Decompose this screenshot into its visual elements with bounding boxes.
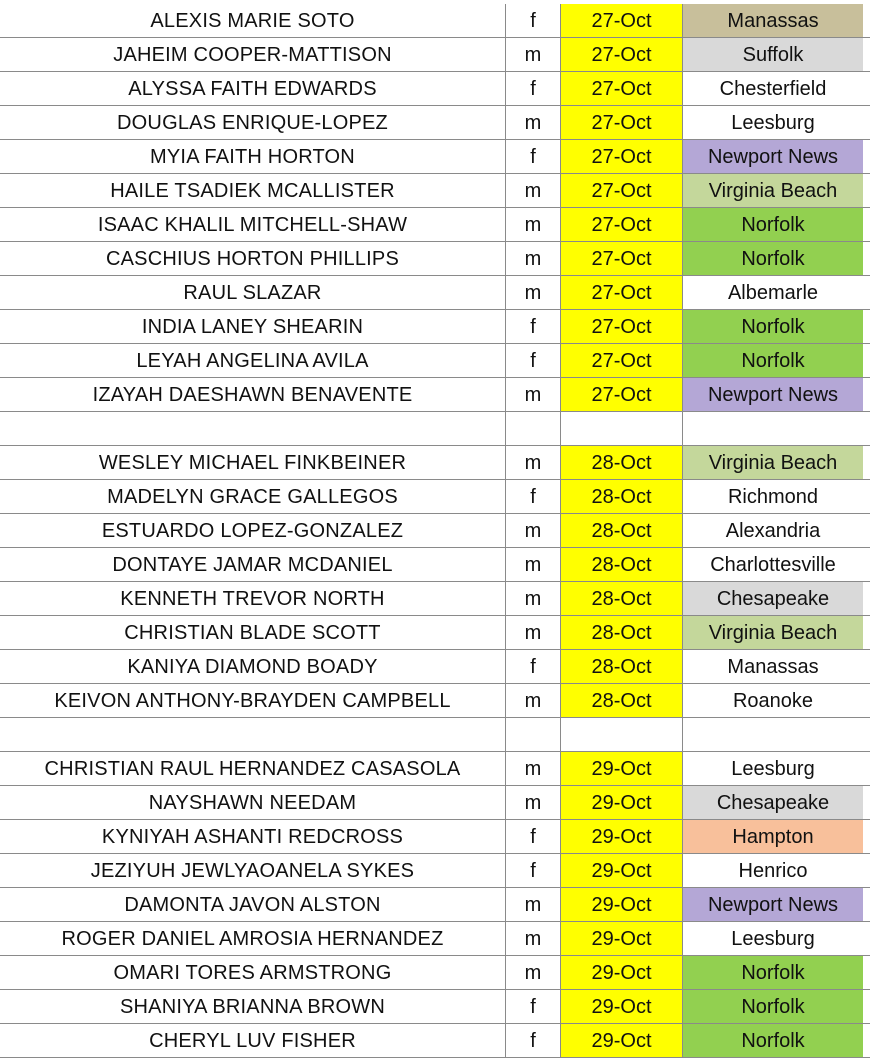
date-cell[interactable]: 27-Oct: [561, 106, 683, 140]
table-row: [0, 446, 870, 480]
grid-edge: [863, 956, 870, 990]
table-row: [0, 888, 870, 922]
grid-edge: [863, 4, 870, 38]
city-cell[interactable]: [683, 718, 863, 752]
sex-cell[interactable]: [506, 718, 561, 752]
city-cell[interactable]: Leesburg: [683, 106, 863, 140]
name-cell[interactable]: [0, 412, 506, 446]
city-cell[interactable]: Richmond: [683, 480, 863, 514]
grid-edge: [863, 412, 870, 446]
city-cell[interactable]: Chesapeake: [683, 582, 863, 616]
grid-edge: [863, 480, 870, 514]
name-cell[interactable]: INDIA LANEY SHEARIN: [0, 310, 506, 344]
name-cell[interactable]: [0, 718, 506, 752]
grid-edge: [863, 208, 870, 242]
table-row: [0, 38, 870, 72]
grid-edge: [863, 106, 870, 140]
grid-edge: [863, 888, 870, 922]
name-cell[interactable]: NAYSHAWN NEEDAM: [0, 786, 506, 820]
name-cell[interactable]: JAHEIM COOPER-MATTISON: [0, 38, 506, 72]
city-cell[interactable]: Chesapeake: [683, 786, 863, 820]
grid-edge: [863, 174, 870, 208]
date-cell[interactable]: 29-Oct: [561, 1024, 683, 1058]
table-row: [0, 208, 870, 242]
sex-cell[interactable]: m: [506, 208, 561, 242]
name-cell[interactable]: LEYAH ANGELINA AVILA: [0, 344, 506, 378]
name-cell[interactable]: SHANIYA BRIANNA BROWN: [0, 990, 506, 1024]
sex-cell[interactable]: f: [506, 480, 561, 514]
date-cell[interactable]: 28-Oct: [561, 684, 683, 718]
date-cell[interactable]: 29-Oct: [561, 820, 683, 854]
name-cell[interactable]: CASCHIUS HORTON PHILLIPS: [0, 242, 506, 276]
date-cell[interactable]: 29-Oct: [561, 786, 683, 820]
grid-edge: [863, 446, 870, 480]
city-cell[interactable]: Newport News: [683, 140, 863, 174]
grid-edge: [863, 820, 870, 854]
city-cell[interactable]: Leesburg: [683, 752, 863, 786]
date-cell[interactable]: [561, 718, 683, 752]
table-row: [0, 174, 870, 208]
date-cell[interactable]: 28-Oct: [561, 650, 683, 684]
name-cell[interactable]: MADELYN GRACE GALLEGOS: [0, 480, 506, 514]
name-cell[interactable]: CHRISTIAN RAUL HERNANDEZ CASASOLA: [0, 752, 506, 786]
grid-edge: [863, 310, 870, 344]
table-row: [0, 72, 870, 106]
name-cell[interactable]: CHRISTIAN BLADE SCOTT: [0, 616, 506, 650]
date-cell[interactable]: 27-Oct: [561, 208, 683, 242]
date-cell[interactable]: 28-Oct: [561, 446, 683, 480]
name-cell[interactable]: DAMONTA JAVON ALSTON: [0, 888, 506, 922]
city-cell[interactable]: Norfolk: [683, 208, 863, 242]
table-row: [0, 310, 870, 344]
grid-edge: [863, 922, 870, 956]
name-cell[interactable]: ESTUARDO LOPEZ-GONZALEZ: [0, 514, 506, 548]
grid-edge: [863, 548, 870, 582]
city-cell[interactable]: Henrico: [683, 854, 863, 888]
date-cell[interactable]: [561, 412, 683, 446]
city-cell[interactable]: [683, 412, 863, 446]
sex-cell[interactable]: m: [506, 684, 561, 718]
city-cell[interactable]: Newport News: [683, 888, 863, 922]
name-cell[interactable]: KANIYA DIAMOND BOADY: [0, 650, 506, 684]
name-cell[interactable]: KENNETH TREVOR NORTH: [0, 582, 506, 616]
city-cell[interactable]: Leesburg: [683, 922, 863, 956]
city-cell[interactable]: Suffolk: [683, 38, 863, 72]
date-cell[interactable]: 29-Oct: [561, 888, 683, 922]
sex-cell[interactable]: m: [506, 446, 561, 480]
date-cell[interactable]: 29-Oct: [561, 752, 683, 786]
sex-cell[interactable]: m: [506, 786, 561, 820]
city-cell[interactable]: Manassas: [683, 650, 863, 684]
name-cell[interactable]: KEIVON ANTHONY-BRAYDEN CAMPBELL: [0, 684, 506, 718]
sex-cell[interactable]: f: [506, 990, 561, 1024]
name-cell[interactable]: DONTAYE JAMAR MCDANIEL: [0, 548, 506, 582]
date-cell[interactable]: 27-Oct: [561, 4, 683, 38]
sex-cell[interactable]: m: [506, 752, 561, 786]
name-cell[interactable]: CHERYL LUV FISHER: [0, 1024, 506, 1058]
date-cell[interactable]: 28-Oct: [561, 514, 683, 548]
sex-cell[interactable]: m: [506, 956, 561, 990]
name-cell[interactable]: MYIA FAITH HORTON: [0, 140, 506, 174]
grid-edge: [863, 514, 870, 548]
table-row: [0, 106, 870, 140]
grid-edge: [863, 344, 870, 378]
name-cell[interactable]: DOUGLAS ENRIQUE-LOPEZ: [0, 106, 506, 140]
city-cell[interactable]: Norfolk: [683, 310, 863, 344]
date-cell[interactable]: 27-Oct: [561, 276, 683, 310]
table-row: [0, 480, 870, 514]
table-row: [0, 956, 870, 990]
date-cell[interactable]: 29-Oct: [561, 956, 683, 990]
table-row: [0, 752, 870, 786]
sex-cell[interactable]: m: [506, 174, 561, 208]
table-row: [0, 344, 870, 378]
table-row: [0, 582, 870, 616]
date-cell[interactable]: 27-Oct: [561, 344, 683, 378]
grid-edge: [863, 786, 870, 820]
name-cell[interactable]: ROGER DANIEL AMROSIA HERNANDEZ: [0, 922, 506, 956]
grid-edge: [863, 38, 870, 72]
city-cell[interactable]: Norfolk: [683, 344, 863, 378]
table-row: [0, 242, 870, 276]
sex-cell[interactable]: m: [506, 38, 561, 72]
city-cell[interactable]: Virginia Beach: [683, 616, 863, 650]
name-cell[interactable]: OMARI TORES ARMSTRONG: [0, 956, 506, 990]
grid-edge: [863, 616, 870, 650]
grid-edge: [863, 242, 870, 276]
city-cell[interactable]: Norfolk: [683, 242, 863, 276]
date-cell[interactable]: 27-Oct: [561, 242, 683, 276]
sex-cell[interactable]: m: [506, 548, 561, 582]
table-row: [0, 616, 870, 650]
grid-edge: [863, 72, 870, 106]
date-cell[interactable]: 29-Oct: [561, 854, 683, 888]
grid-edge: [863, 140, 870, 174]
table-row: [0, 514, 870, 548]
sex-cell[interactable]: f: [506, 310, 561, 344]
grid-edge: [863, 582, 870, 616]
sex-cell[interactable]: m: [506, 276, 561, 310]
date-cell[interactable]: 27-Oct: [561, 38, 683, 72]
city-cell[interactable]: Chesterfield: [683, 72, 863, 106]
city-cell[interactable]: Virginia Beach: [683, 446, 863, 480]
date-cell[interactable]: 28-Oct: [561, 616, 683, 650]
grid-edge: [863, 378, 870, 412]
table-row: [0, 922, 870, 956]
city-cell[interactable]: Alexandria: [683, 514, 863, 548]
date-cell[interactable]: 28-Oct: [561, 480, 683, 514]
grid-edge: [863, 854, 870, 888]
city-cell[interactable]: Virginia Beach: [683, 174, 863, 208]
sex-cell[interactable]: m: [506, 616, 561, 650]
city-cell[interactable]: Albemarle: [683, 276, 863, 310]
date-cell[interactable]: 28-Oct: [561, 548, 683, 582]
sex-cell[interactable]: m: [506, 922, 561, 956]
sex-cell[interactable]: f: [506, 820, 561, 854]
sex-cell[interactable]: f: [506, 1024, 561, 1058]
name-cell[interactable]: WESLEY MICHAEL FINKBEINER: [0, 446, 506, 480]
sex-cell[interactable]: [506, 412, 561, 446]
city-cell[interactable]: Roanoke: [683, 684, 863, 718]
table-row: [0, 854, 870, 888]
city-cell[interactable]: Charlottesville: [683, 548, 863, 582]
city-cell[interactable]: Newport News: [683, 378, 863, 412]
table-row: [0, 684, 870, 718]
table-row: [0, 786, 870, 820]
date-cell[interactable]: 28-Oct: [561, 582, 683, 616]
table-row: [0, 990, 870, 1024]
date-cell[interactable]: 27-Oct: [561, 174, 683, 208]
table-row: [0, 378, 870, 412]
grid-edge: [863, 276, 870, 310]
city-cell[interactable]: Hampton: [683, 820, 863, 854]
grid-edge: [863, 990, 870, 1024]
name-cell[interactable]: ISAAC KHALIL MITCHELL-SHAW: [0, 208, 506, 242]
date-cell[interactable]: 27-Oct: [561, 310, 683, 344]
sex-cell[interactable]: m: [506, 106, 561, 140]
name-cell[interactable]: JEZIYUH JEWLYAOANELA SYKES: [0, 854, 506, 888]
sex-cell[interactable]: m: [506, 514, 561, 548]
date-cell[interactable]: 27-Oct: [561, 140, 683, 174]
table-row: [0, 548, 870, 582]
sex-cell[interactable]: f: [506, 72, 561, 106]
city-cell[interactable]: Norfolk: [683, 990, 863, 1024]
name-cell[interactable]: RAUL SLAZAR: [0, 276, 506, 310]
sex-cell[interactable]: f: [506, 4, 561, 38]
city-cell[interactable]: Norfolk: [683, 1024, 863, 1058]
sex-cell[interactable]: f: [506, 140, 561, 174]
table-row: [0, 1024, 870, 1058]
table-row: [0, 140, 870, 174]
date-cell[interactable]: 27-Oct: [561, 72, 683, 106]
name-cell[interactable]: ALEXIS MARIE SOTO: [0, 4, 506, 38]
grid-edge: [863, 752, 870, 786]
sex-cell[interactable]: m: [506, 888, 561, 922]
sex-cell[interactable]: f: [506, 344, 561, 378]
sex-cell[interactable]: f: [506, 854, 561, 888]
grid-edge: [863, 718, 870, 752]
grid-edge: [863, 1024, 870, 1058]
sex-cell[interactable]: m: [506, 378, 561, 412]
table-row: [0, 276, 870, 310]
name-cell[interactable]: ALYSSA FAITH EDWARDS: [0, 72, 506, 106]
sex-cell[interactable]: m: [506, 582, 561, 616]
sex-cell[interactable]: m: [506, 242, 561, 276]
name-cell[interactable]: HAILE TSADIEK MCALLISTER: [0, 174, 506, 208]
blank-row: [0, 718, 870, 752]
city-cell[interactable]: Manassas: [683, 4, 863, 38]
date-cell[interactable]: 27-Oct: [561, 378, 683, 412]
grid-edge: [863, 650, 870, 684]
grid-edge: [863, 684, 870, 718]
date-cell[interactable]: 29-Oct: [561, 990, 683, 1024]
sex-cell[interactable]: f: [506, 650, 561, 684]
blank-row: [0, 412, 870, 446]
table-row: [0, 650, 870, 684]
table-row: [0, 820, 870, 854]
name-cell[interactable]: KYNIYAH ASHANTI REDCROSS: [0, 820, 506, 854]
city-cell[interactable]: Norfolk: [683, 956, 863, 990]
table-row: [0, 4, 870, 38]
name-cell[interactable]: IZAYAH DAESHAWN BENAVENTE: [0, 378, 506, 412]
date-cell[interactable]: 29-Oct: [561, 922, 683, 956]
